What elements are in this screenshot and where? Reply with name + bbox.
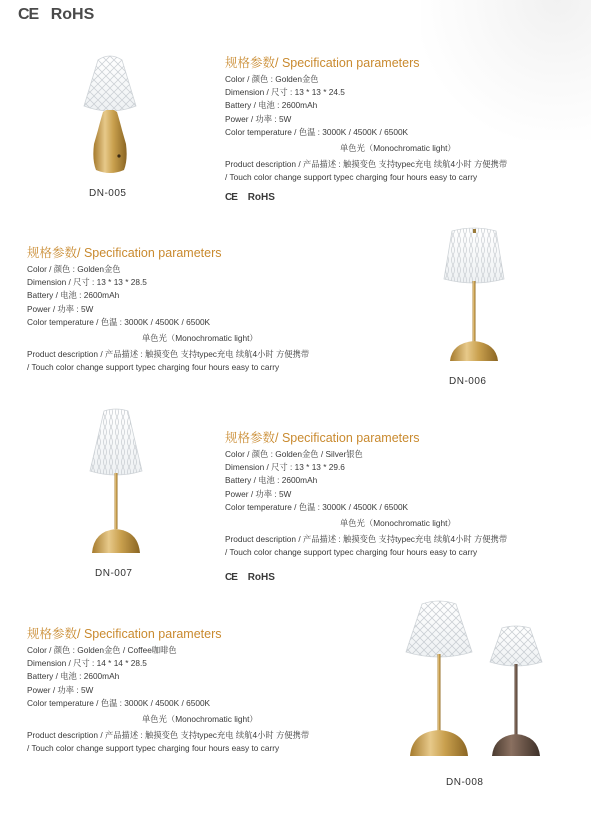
spec-color-temperature: Color temperature / 色温 : 3000K / 4500K / 6500K (225, 126, 409, 137)
ce-mark: CE (225, 192, 237, 203)
spec-power: Power / 功率 : 5W (27, 303, 94, 314)
spec-battery: Battery / 电池 : 2600mAh (27, 671, 120, 682)
spec-title: 规格参数/ Specification parameters (225, 431, 420, 445)
spec-dimension: Dimension / 尺寸 : 13 * 13 * 24.5 (225, 87, 345, 98)
spec-block-dn008 (27, 626, 309, 756)
lamp-dn008-coffee-image (484, 624, 548, 760)
lamp-dn006-image (438, 225, 510, 365)
spec-color-temperature: Color temperature / 色温 : 3000K / 4500K / 6500K (225, 501, 409, 512)
rohs-mark: RoHS (247, 572, 275, 583)
ce-mark: CE (18, 6, 39, 23)
model-label-dn006: DN-006 (449, 376, 487, 387)
header-certification (18, 6, 94, 24)
spec-dimension: Dimension / 尺寸 : 13 * 13 * 29.6 (225, 462, 345, 473)
spec-block-dn007 (225, 430, 507, 560)
lamp-dn008-gold-image (400, 598, 478, 760)
spec-block-dn005 (225, 55, 507, 185)
model-label-dn007: DN-007 (95, 568, 133, 579)
spec-dimension: Dimension / 尺寸 : 14 * 14 * 28.5 (27, 658, 147, 669)
spec-power: Power / 功率 : 5W (225, 113, 292, 124)
spec-battery: Battery / 电池 : 2600mAh (27, 290, 120, 301)
spec-monochromatic: 单色光（Monochromatic light） (340, 518, 456, 529)
spec-description-en: / Touch color change support typec charging four hours easy to carry (27, 362, 280, 373)
spec-color-temperature: Color temperature / 色温 : 3000K / 4500K / 6500K (27, 697, 211, 708)
spec-color: Color / 颜色 : Golden金色 (27, 264, 121, 274)
rohs-mark: RoHS (247, 192, 275, 203)
spec-color: Color / 颜色 : Golden金色 / Coffee咖啡色 (27, 645, 177, 655)
spec-color: Color / 颜色 : Golden金色 / Silver银色 (225, 449, 363, 459)
spec-title: 规格参数/ Specification parameters (27, 246, 222, 260)
certification-dn005 (225, 192, 275, 203)
rohs-mark: RoHS (50, 6, 95, 23)
spec-description-en: / Touch color change support typec charging four hours easy to carry (27, 743, 280, 754)
spec-monochromatic: 单色光（Monochromatic light） (142, 714, 258, 725)
spec-power: Power / 功率 : 5W (225, 488, 292, 499)
spec-power: Power / 功率 : 5W (27, 684, 94, 695)
spec-description-cn: Product description / 产品描述 : 触摸变色 支持typec充电 续航4小时 方便携带 (225, 534, 508, 545)
lamp-dn005-image (70, 52, 150, 182)
model-label-dn005: DN-005 (89, 188, 127, 199)
certification-dn007 (225, 572, 275, 583)
spec-title: 规格参数/ Specification parameters (27, 627, 222, 641)
ce-mark: CE (225, 572, 237, 583)
model-label-dn008: DN-008 (446, 777, 484, 788)
spec-description-cn: Product description / 产品描述 : 触摸变色 支持typec充电 续航4小时 方便携带 (27, 730, 310, 741)
spec-monochromatic: 单色光（Monochromatic light） (340, 143, 456, 154)
spec-description-cn: Product description / 产品描述 : 触摸变色 支持typec充电 续航4小时 方便携带 (27, 349, 310, 360)
spec-color-temperature: Color temperature / 色温 : 3000K / 4500K / 6500K (27, 316, 211, 327)
spec-color: Color / 颜色 : Golden金色 (225, 74, 319, 84)
spec-description-cn: Product description / 产品描述 : 触摸变色 支持typec充电 续航4小时 方便携带 (225, 159, 508, 170)
spec-description-en: / Touch color change support typec charging four hours easy to carry (225, 172, 478, 183)
spec-battery: Battery / 电池 : 2600mAh (225, 100, 318, 111)
spec-monochromatic: 单色光（Monochromatic light） (142, 333, 258, 344)
spec-dimension: Dimension / 尺寸 : 13 * 13 * 28.5 (27, 277, 147, 288)
spec-block-dn006 (27, 245, 309, 375)
spec-battery: Battery / 电池 : 2600mAh (225, 475, 318, 486)
spec-description-en: / Touch color change support typec charging four hours easy to carry (225, 547, 478, 558)
lamp-dn007-image (84, 407, 148, 557)
spec-title: 规格参数/ Specification parameters (225, 56, 420, 70)
